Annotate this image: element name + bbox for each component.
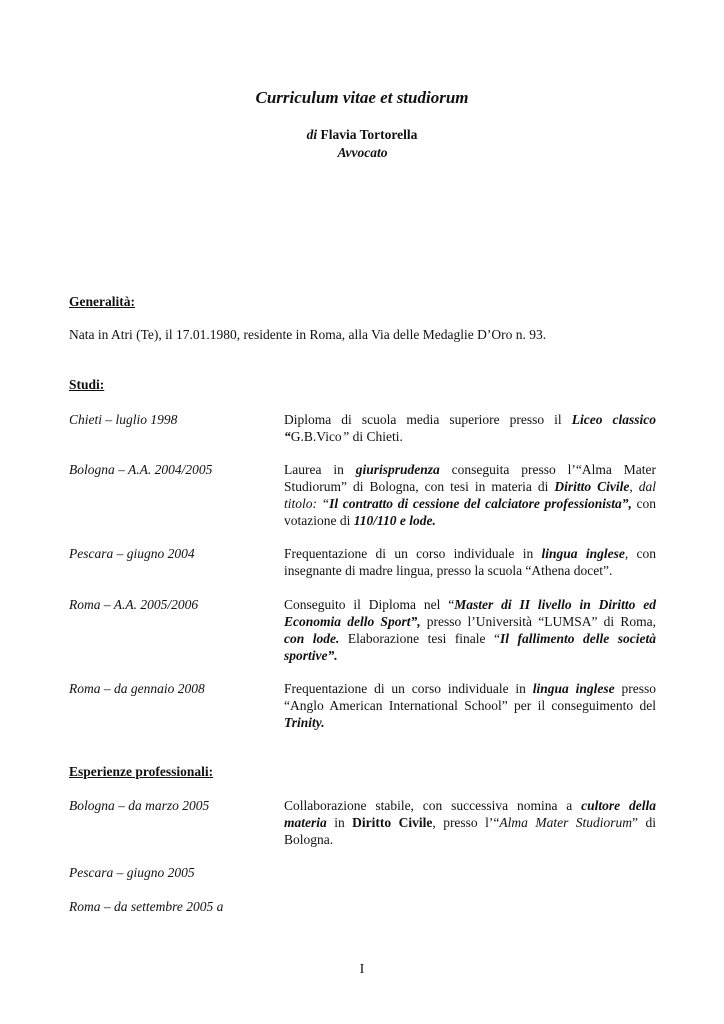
esperienze-entry-1: [284, 797, 656, 848]
text-segment: Diploma di scuola media superiore presso il: [284, 412, 572, 427]
generalita-text: Nata in Atri (Te), il 17.01.1980, residente in Roma, alla Via delle Medaglie D’Oro n. 93.: [69, 327, 547, 342]
emphasis-text: Il fallimento delle società sportive”.: [284, 631, 657, 663]
text-segment: ” di Bologna.: [284, 815, 656, 847]
author-name: Flavia Tortorella: [320, 127, 418, 142]
text-segment: Frequentazione di un corso individuale in: [284, 681, 533, 696]
author-line: [0, 126, 724, 144]
emphasis-text: Il contratto di cessione del calciatore professionista”,: [329, 496, 632, 511]
emphasis-text: cultore della materia: [284, 798, 656, 830]
author-role: Avvocato: [337, 145, 388, 160]
esperienze-date-2: Pescara – giugno 2005: [69, 865, 195, 880]
page-number: I: [359, 962, 365, 977]
esperienze-date-3: Roma – da settembre 2005 a: [69, 899, 224, 914]
text-segment: conseguita presso l’“Alma Mater Studiorum” di Bologna, con tesi in materia di: [284, 462, 656, 494]
studi-date-2: Bologna – A.A. 2004/2005: [69, 462, 213, 477]
text-segment: presso l’Università “LUMSA” di Roma,: [420, 614, 656, 629]
studi-date-3: Pescara – giugno 2004: [69, 546, 195, 561]
emphasis-text: Liceo classico: [571, 412, 656, 427]
text-segment: Laurea in: [284, 462, 356, 477]
text-segment: Frequentazione di un corso individuale in: [284, 546, 542, 561]
studi-entry-5: [284, 680, 656, 731]
studi-date-1: Chieti – luglio 1998: [69, 412, 178, 427]
emphasis-text: Diritto Civile: [352, 815, 433, 830]
studi-entry-4: [284, 596, 656, 664]
text-segment: , con insegnante di madre lingua, presso la scuola “Athena docet”.: [284, 546, 656, 578]
section-heading-generalita: Generalità:: [69, 294, 135, 309]
text-segment: Conseguito il Diploma nel “: [284, 597, 455, 612]
text-segment: ,: [629, 479, 639, 494]
esperienze-date-1: Bologna – da marzo 2005: [69, 798, 210, 813]
text-segment: G.B.Vico: [290, 429, 342, 444]
studi-entry-3: [284, 545, 656, 579]
studi-entry-1: [284, 411, 656, 445]
emphasis-text: Diritto Civile: [554, 479, 630, 494]
emphasis-text: Trinity.: [284, 715, 325, 730]
text-segment: Collaborazione stabile, con successiva nomina a: [284, 798, 582, 813]
emphasis-text: Alma Mater Studiorum: [499, 815, 633, 830]
emphasis-text: lingua inglese: [541, 546, 625, 561]
text-segment: presso “Anglo American International School” per il conseguimento del: [284, 681, 656, 713]
emphasis-text: giurisprudenza: [355, 462, 440, 477]
author-prefix: di: [306, 127, 318, 142]
studi-date-4: Roma – A.A. 2005/2006: [69, 597, 199, 612]
studi-date-5: Roma – da gennaio 2008: [69, 681, 205, 696]
emphasis-text: lingua inglese: [532, 681, 615, 696]
emphasis-text: Master di II livello in Diritto ed Economia dello Sport”,: [284, 597, 656, 629]
text-segment: con votazione di: [284, 496, 656, 528]
section-heading-studi: Studi:: [69, 377, 105, 392]
author-block: [0, 126, 724, 162]
emphasis-text: ”: [341, 429, 350, 444]
text-segment: , presso l’“: [432, 815, 500, 830]
text-segment: in: [326, 815, 353, 830]
emphasis-text: “: [284, 429, 291, 444]
text-segment: di Chieti.: [349, 429, 403, 444]
document-title: Curriculum vitae et studiorum: [255, 88, 469, 107]
studi-entry-2: [284, 461, 656, 529]
section-heading-esperienze: Esperienze professionali:: [69, 764, 214, 779]
text-segment: Elaborazione tesi finale “: [339, 631, 501, 646]
emphasis-text: con lode.: [284, 631, 340, 646]
text-segment: dal titolo: “: [284, 479, 657, 511]
emphasis-text: 110/110 e lode.: [353, 513, 436, 528]
